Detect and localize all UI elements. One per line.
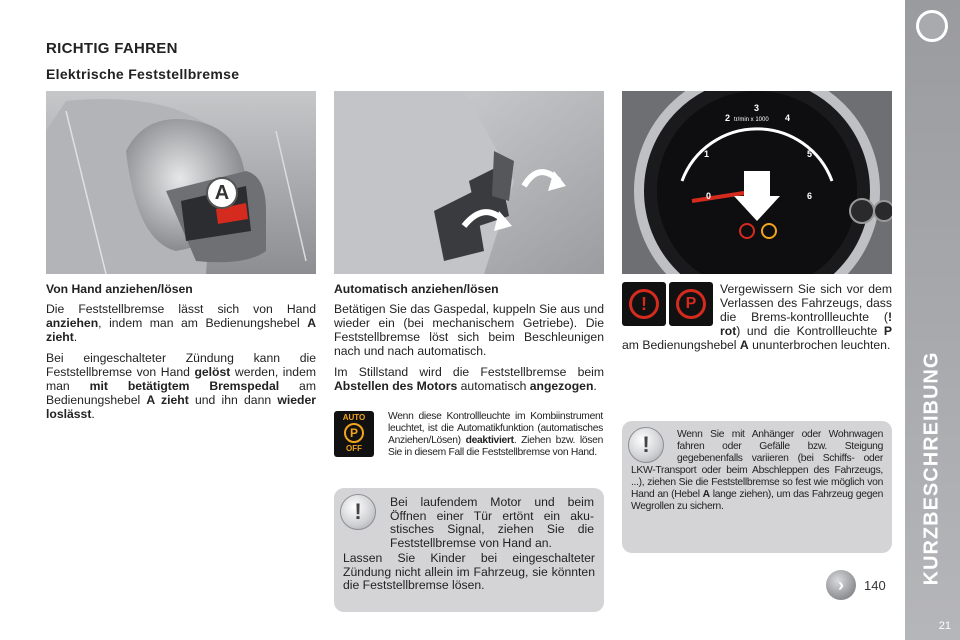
parking-p-icon: P bbox=[344, 423, 364, 443]
page-reference-link[interactable] bbox=[826, 570, 886, 600]
chapter-circle-icon bbox=[916, 10, 948, 42]
warning-exclamation-icon: ! bbox=[340, 494, 376, 530]
note-auto-off: Wenn diese Kontrollleuchte im Kombiinstrument leuchtet, ist die Automatikfunktion (automatisches Anziehen/Lösen) deaktiviert. Ziehen bzw. lösen Sie in diesem Fall die Feststellbremse von Hand. bbox=[388, 411, 603, 458]
gauge-tick: 0 bbox=[706, 191, 712, 201]
column-automatic bbox=[334, 282, 604, 400]
photo-brake-lever bbox=[46, 91, 316, 274]
note-box-trailer bbox=[622, 421, 892, 553]
section-title: Elektrische Feststellbremse bbox=[46, 66, 240, 82]
gauge-tick: 4 bbox=[785, 113, 791, 123]
warning-doors-text: Bei laufendem Motor und beim Öffnen einer Tür ertönt ein akustisches Signal, ziehen Sie die Feststellbremse von Hand an. bbox=[390, 495, 594, 550]
gauge-tick: 6 bbox=[807, 191, 813, 201]
warning-children-text: Lassen Sie Kinder bei eingeschalteter Zündung nicht allein im Fahrzeug, sie könnten die Feststellbremse lösen. bbox=[343, 551, 595, 592]
chapter-label: KURZBESCHREIBUNG bbox=[920, 351, 943, 585]
para-check-lamps: Vergewissern Sie sich vor dem Verlassen des Fahrzeugs, dass die Brems-kontrollleuchte (! rot) und die Kontrollleuchte P am Bedienungshebel A ununterbrochen leuchten. bbox=[622, 282, 892, 352]
brake-warning-lamp-icon: ! bbox=[622, 282, 666, 326]
gauge-unit-label: tr/min x 1000 bbox=[734, 117, 769, 123]
gauge-tick: 1 bbox=[704, 149, 710, 159]
warning-box-doors bbox=[334, 488, 604, 612]
heading-automatic: Automatisch anziehen/lösen bbox=[334, 282, 499, 296]
gauge-tick: 5 bbox=[807, 149, 813, 159]
photo-pedals bbox=[334, 91, 604, 274]
column-manual bbox=[46, 282, 316, 428]
para-manual-apply: Die Feststellbremse lässt sich von Hand anziehen, indem man am Bedienungshebel A zieht. bbox=[46, 302, 316, 344]
warning-exclamation-icon: ! bbox=[628, 427, 664, 463]
para-manual-release: Bei eingeschalteter Zündung kann die Feststellbremse von Hand gelöst werden, indem man mit betätigtem Bremspedal am Bedienungshebel A zieht und ihn dann wieder loslässt. bbox=[46, 351, 316, 421]
heading-manual: Von Hand anziehen/lösen bbox=[46, 282, 193, 296]
para-auto-apply: Im Stillstand wird die Feststellbremse beim Abstellen des Motors automatisch angezogen. bbox=[334, 365, 604, 393]
page-title: RICHTIG FAHREN bbox=[46, 40, 178, 57]
photo-rev-counter bbox=[622, 91, 892, 274]
chevron-right-icon: › bbox=[826, 570, 856, 600]
gauge-tick: 2 bbox=[725, 113, 731, 123]
parking-brake-lamp-icon: P bbox=[669, 282, 713, 326]
para-auto-release: Betätigen Sie das Gaspedal, kuppeln Sie aus und wieder ein (bei mechanischem Getriebe). Die Feststellbremse löst sich beim Beschleunigen nach und nach automatisch. bbox=[334, 302, 604, 358]
gauge-tick: 3 bbox=[754, 103, 760, 113]
auto-off-icon: AUTO P OFF bbox=[334, 411, 374, 457]
note-trailer-text: Wenn Sie mit Anhänger oder Wohnwagen fahren oder Gefälle bzw. Steigung gegebenenfalls variieren (bei Schiffs- oder LKW-Transport oder beim Abschleppen des Fahrzeugs, ...), ziehen Sie die Feststellbremse so fest wie möglich von Hand an (Hebel A lange ziehen), um das Fahrzeug gegen Wegrollen zu sichern. bbox=[631, 429, 883, 512]
page-number: 21 bbox=[938, 620, 951, 632]
lever-badge-a: A bbox=[206, 177, 238, 209]
page-reference-number: 140 bbox=[864, 577, 886, 593]
